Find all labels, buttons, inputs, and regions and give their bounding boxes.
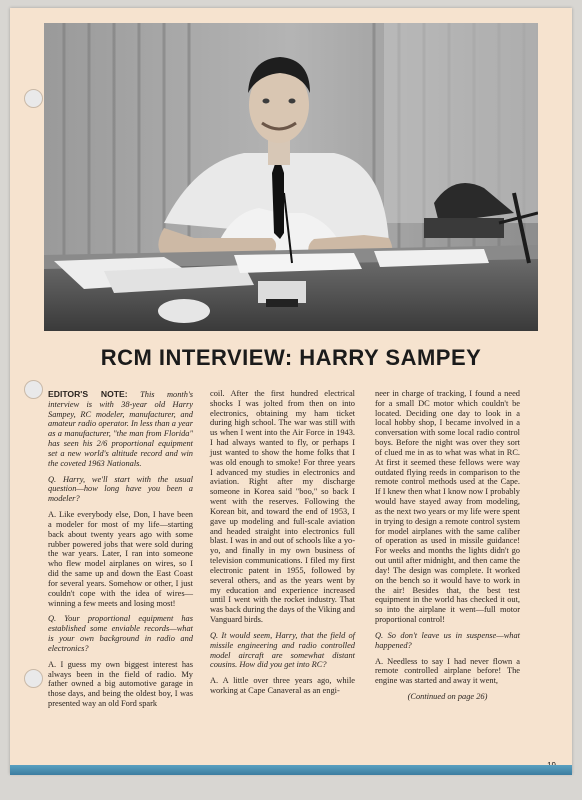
binder-hole [24,89,43,108]
article-column-3 [375,389,520,708]
binder-hole [24,380,43,399]
editors-note-text: This month's interview is with 38-year old Harry Sampey, RC modeler, manufacturer, and amateur radio operator. In less than a year as a manufacturer, "the man from Florida" has seen his 2/6 proportional equipment set a new world's altitude record and win the coveted 1963 Nationals. [48,390,193,468]
photo-illustration [44,23,538,331]
answer: A. I guess my own biggest interest has always been in the field of radio. My father owned a big automotive garage in those days, and being the oldest boy, I was presented way an old Ford spark [48,659,193,709]
article-column-2 [210,389,355,702]
editors-note-label: EDITOR'S NOTE: [48,389,128,399]
editors-note [48,389,193,469]
answer: A. Like everybody else, Don, I have been a modeler for most of my life—starting back about twenty years ago with some rubber powered jobs that were sold during the war years. Later, I ran into someone who flew model airplanes on wires, so I did the same up and down the East Coast for several years. Somehow or other, I just couldn't cope with the idea of wires—winning a few meets and losing most! [48,510,193,608]
answer: A. Needless to say I had never flown a remote controlled airplane before! The engine was started and away it went, [375,656,520,686]
bottom-edge-strip [10,765,572,775]
article-column-1 [48,389,193,715]
answer: A. A little over three years ago, while working at Cape Canaveral as an engi- [210,676,355,696]
interview-photo [44,23,538,331]
question: Q. Harry, we'll start with the usual question—how long have you been a modeler? [48,474,193,504]
continued-note: (Continued on page 26) [407,692,488,702]
answer: neer in charge of tracking, I found a need for a small DC motor which couldn't be located. Deciding one day to look in a local hobby shop, I became involved in a conversation with some local radio control boys. Before the night was over they sort of clued me in as to what was what in RC. At first it seemed these fellows were way outdated flying reeds in comparison to the remote control methods used at the Cape. If I knew then what I know now I probably would have stayed away from modeling, as the next two years or my life were spent in trying to design a remote control system for model airplanes with the same caliber of operation as used in missile guidance! For weeks and months the lights didn't go out until after midnight, and then came the day! The design was complete. It worked on the bench so it would have to work in the air! Besides that, the best test equipment in the world has checked it out, so into the airplane it went—full motor proportional control! [375,389,520,625]
answer: coil. After the first hundred electrical shocks I was jolted from then on into electronics, obtaining my ham ticket during high school. The war was still with us when I went into the Air Force in 1943. I had always wanted to fly, or perhaps I just wanted to show the home folks that I was old enough to smoke! For three years I advanced my studies in electronics and aviation. Right after my discharge someone in Korea said "boo," so back I went with the reserves. Following the Korean bit, and toward the end of 1953, I gave up modeling and full-scale aviation and headed straight into electronics full blast. I was in and out of schools like a yo-yo, and finally in my own business of television communications. I filed my first electronic patent in 1955, followed by several others, and as the years went by my education and experience increased until I went with the rocket industry. That was back during the days of the Viking and Vanguard birds. [210,389,355,625]
question: Q. Your proportional equipment has established some enviable records—what is your own background in radio and electronics? [48,614,193,653]
question: Q. It would seem, Harry, that the field of missile engineering and radio controlled model aircraft are somewhat distant cousins. How did you get into RC? [210,630,355,670]
binder-hole [24,669,43,688]
article-headline: RCM INTERVIEW: HARRY SAMPEY [100,345,482,370]
question: Q. So don't leave us in suspense—what happened? [375,630,520,650]
magazine-page [10,8,572,774]
